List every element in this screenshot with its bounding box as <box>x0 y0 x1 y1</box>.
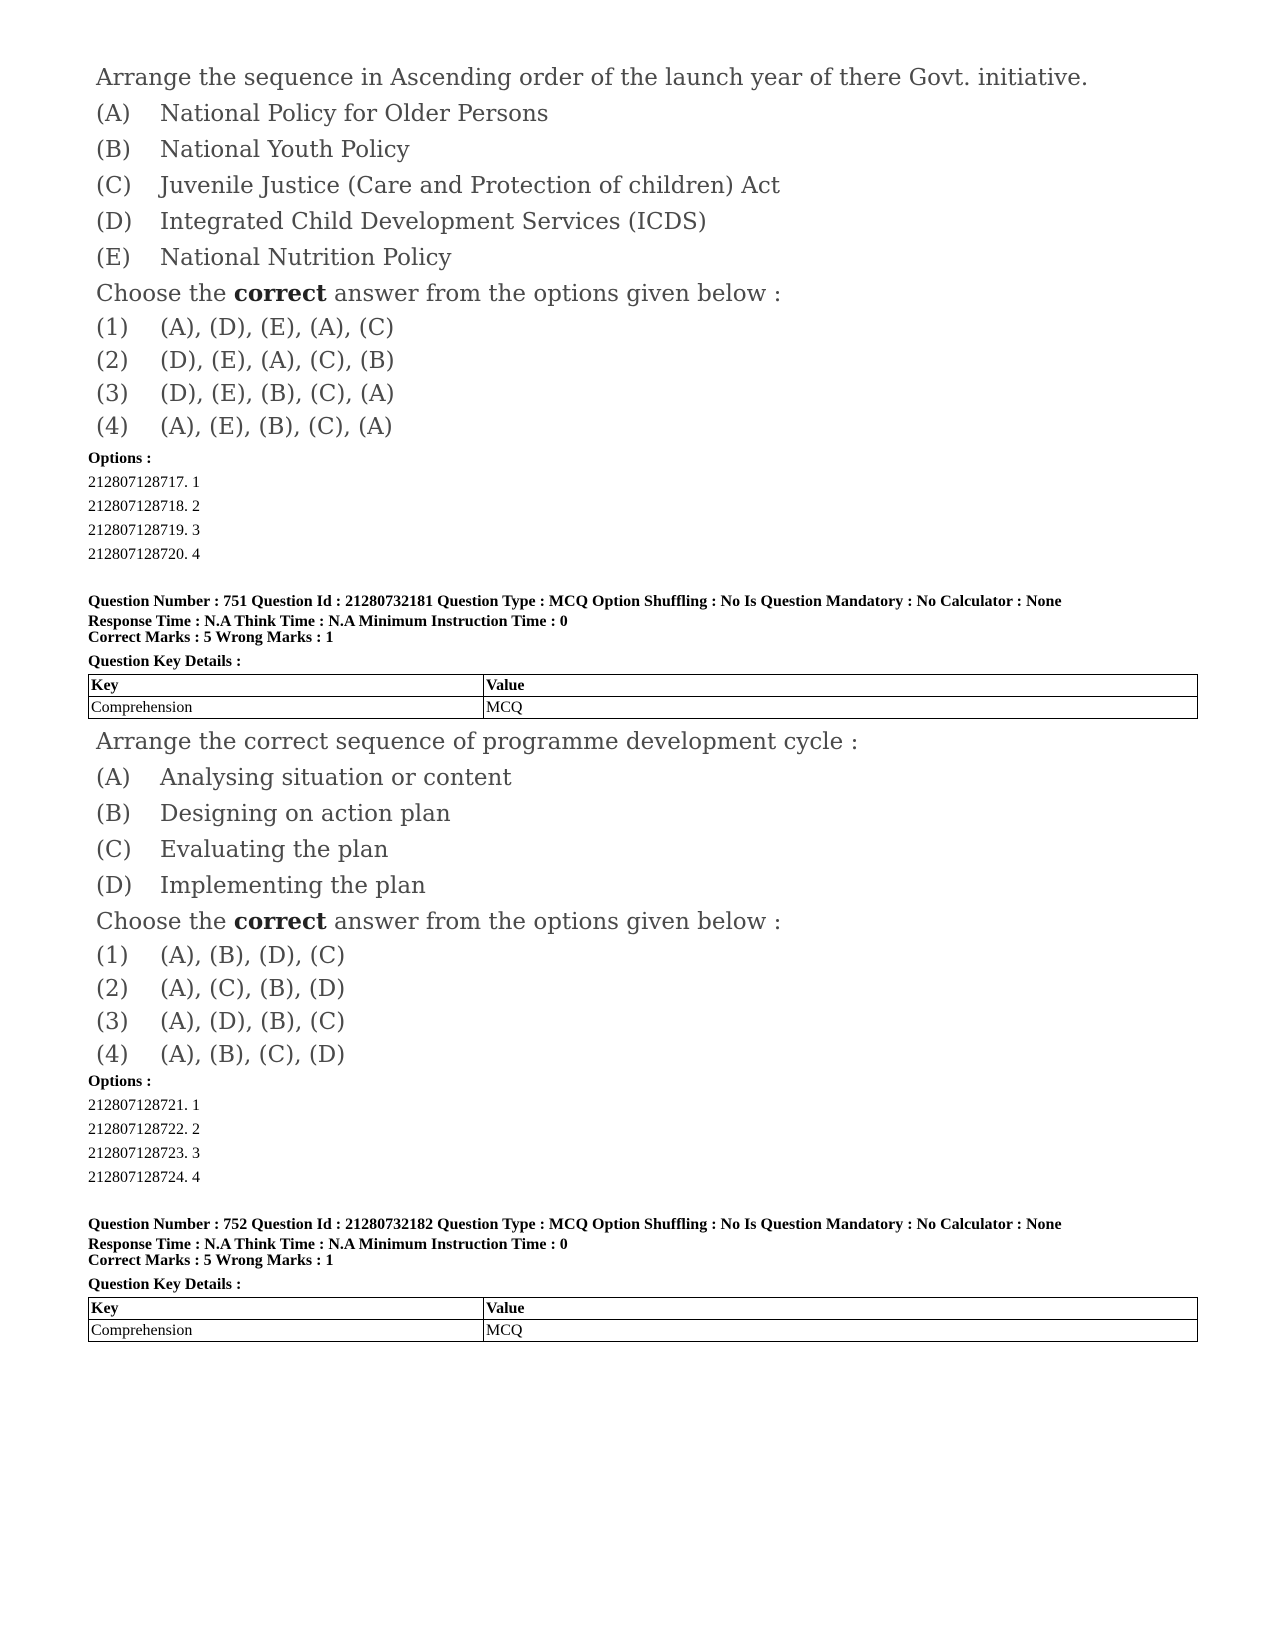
key-details-heading: Question Key Details : <box>88 1276 242 1293</box>
table-row <box>89 697 1198 719</box>
statement-item <box>96 132 1088 168</box>
statement-text: Analysing situation or content <box>160 765 512 791</box>
options-block-751 <box>88 1070 200 1190</box>
value-cell: MCQ <box>484 1320 1198 1342</box>
statement-text: Integrated Child Development Services (ICDS) <box>160 209 707 235</box>
question-header-line1: Question Number : 751 Question Id : 21280732181 Question Type : MCQ Option Shuffling : No Is Question Mandatory : No Calculator : None <box>88 593 1062 610</box>
answer-choice <box>96 411 1088 444</box>
key-details-heading: Question Key Details : <box>88 653 242 670</box>
option-id: 212807128718. 2 <box>88 498 200 515</box>
option-id: 212807128720. 4 <box>88 546 200 563</box>
answer-text: (D), (E), (A), (C), (B) <box>160 348 395 374</box>
question-header-line2: Response Time : N.A Think Time : N.A Minimum Instruction Time : 0 <box>88 613 568 630</box>
statement-label: (B) <box>96 137 131 163</box>
marks-line: Correct Marks : 5 Wrong Marks : 1 <box>88 629 334 646</box>
statement-text: National Youth Policy <box>160 137 410 163</box>
answer-label: (1) <box>96 315 129 341</box>
statement-item <box>96 832 858 868</box>
statement-label: (E) <box>96 245 131 271</box>
statement-text: Designing on action plan <box>160 801 451 827</box>
answer-choice <box>96 378 1088 411</box>
answer-text: (A), (B), (C), (D) <box>160 1042 346 1068</box>
statement-label: (A) <box>96 765 131 791</box>
option-id: 212807128721. 1 <box>88 1097 200 1114</box>
statement-item <box>96 204 1088 240</box>
answer-text: (A), (D), (B), (C) <box>160 1009 346 1035</box>
answer-choice <box>96 973 858 1006</box>
marks-block-751 <box>88 626 333 674</box>
option-id: 212807128719. 3 <box>88 522 200 539</box>
question-header-line2: Response Time : N.A Think Time : N.A Minimum Instruction Time : 0 <box>88 1236 568 1253</box>
statement-label: (C) <box>96 173 132 199</box>
statement-text: Juvenile Justice (Care and Protection of children) Act <box>160 173 780 199</box>
table-header-row <box>89 1298 1198 1320</box>
statement-label: (A) <box>96 101 131 127</box>
question-image-751 <box>96 724 858 1072</box>
statement-item <box>96 168 1088 204</box>
value-cell: MCQ <box>484 697 1198 719</box>
options-heading: Options : <box>88 1073 152 1090</box>
choose-instruction <box>96 904 858 940</box>
statement-item <box>96 240 1088 276</box>
statement-item <box>96 796 858 832</box>
value-header: Value <box>484 675 1198 697</box>
choose-prefix: Choose the <box>96 909 227 935</box>
answer-choice <box>96 345 1088 378</box>
answer-text: (A), (E), (B), (C), (A) <box>160 414 393 440</box>
answer-choice <box>96 1039 858 1072</box>
answer-label: (2) <box>96 348 129 374</box>
answer-choice <box>96 1006 858 1039</box>
question-image-prev <box>96 60 1088 444</box>
answer-text: (A), (D), (E), (A), (C) <box>160 315 395 341</box>
choose-bold: correct <box>233 908 327 935</box>
marks-line: Correct Marks : 5 Wrong Marks : 1 <box>88 1252 334 1269</box>
answer-label: (1) <box>96 943 129 969</box>
statement-label: (C) <box>96 837 132 863</box>
choose-instruction <box>96 276 1088 312</box>
question-key-table-752 <box>88 1297 1198 1342</box>
answer-label: (4) <box>96 1042 129 1068</box>
choose-suffix: answer from the options given below : <box>333 909 782 935</box>
choose-bold: correct <box>233 280 327 307</box>
answer-text: (A), (B), (D), (C) <box>160 943 346 969</box>
option-id: 212807128723. 3 <box>88 1145 200 1162</box>
statement-label: (B) <box>96 801 131 827</box>
value-header: Value <box>484 1298 1198 1320</box>
table-header-row <box>89 675 1198 697</box>
answer-label: (4) <box>96 414 129 440</box>
options-block-prev <box>88 447 200 567</box>
statement-text: National Nutrition Policy <box>160 245 452 271</box>
statement-label: (D) <box>96 209 133 235</box>
answer-text: (D), (E), (B), (C), (A) <box>160 381 395 407</box>
key-cell: Comprehension <box>89 1320 484 1342</box>
choose-suffix: answer from the options given below : <box>333 281 782 307</box>
key-header: Key <box>89 1298 484 1320</box>
table-row <box>89 1320 1198 1342</box>
statement-label: (D) <box>96 873 133 899</box>
answer-label: (3) <box>96 381 129 407</box>
answer-choice <box>96 940 858 973</box>
statement-text: National Policy for Older Persons <box>160 101 549 127</box>
statement-text: Implementing the plan <box>160 873 426 899</box>
answer-choice <box>96 312 1088 345</box>
question-key-table-751 <box>88 674 1198 719</box>
statement-item <box>96 96 1088 132</box>
option-id: 212807128717. 1 <box>88 474 200 491</box>
question-stem: Arrange the correct sequence of programme development cycle : <box>96 729 859 755</box>
marks-block-752 <box>88 1249 333 1297</box>
answer-label: (2) <box>96 976 129 1002</box>
option-id: 212807128722. 2 <box>88 1121 200 1138</box>
options-heading: Options : <box>88 450 152 467</box>
choose-prefix: Choose the <box>96 281 227 307</box>
statement-text: Evaluating the plan <box>160 837 389 863</box>
answer-text: (A), (C), (B), (D) <box>160 976 346 1002</box>
statement-item <box>96 760 858 796</box>
key-header: Key <box>89 675 484 697</box>
answer-label: (3) <box>96 1009 129 1035</box>
question-stem: Arrange the sequence in Ascending order of the launch year of there Govt. initiative. <box>96 65 1089 91</box>
question-header-line1: Question Number : 752 Question Id : 21280732182 Question Type : MCQ Option Shuffling : No Is Question Mandatory : No Calculator : None <box>88 1216 1062 1233</box>
option-id: 212807128724. 4 <box>88 1169 200 1186</box>
key-cell: Comprehension <box>89 697 484 719</box>
statement-item <box>96 868 858 904</box>
